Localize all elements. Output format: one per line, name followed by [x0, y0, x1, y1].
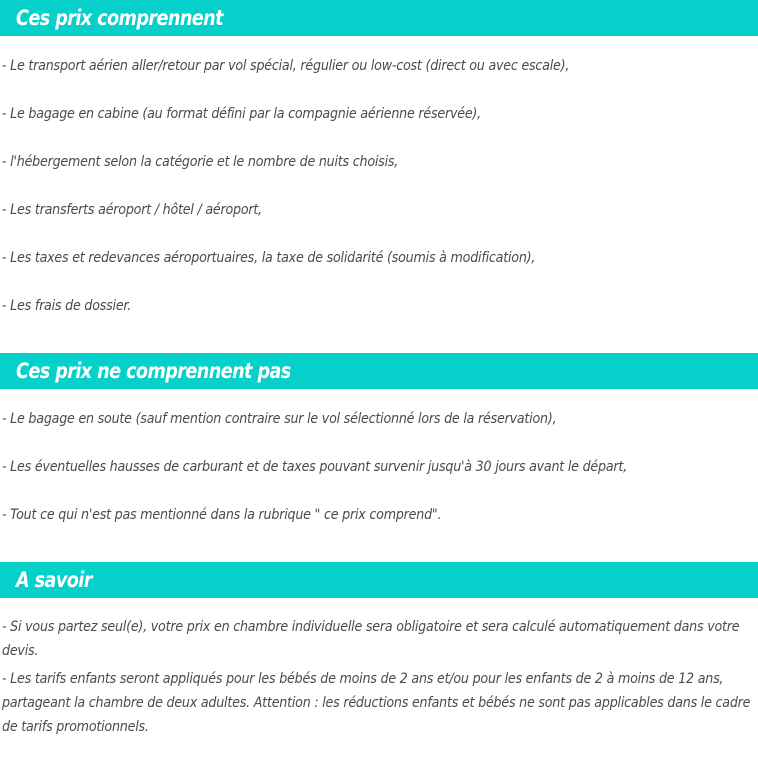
list-item: - Le transport aérien aller/retour par vol spécial, régulier ou low-cost (direct ou avec escale),: [2, 58, 570, 74]
spacer: [0, 598, 758, 615]
list-item: - Le bagage en cabine (au format défini par la compagnie aérienne réservée),: [2, 106, 481, 122]
list-item: - Tout ce qui n'est pas mentionné dans la rubrique " ce prix comprend".: [2, 507, 442, 523]
section-header-not-included: [0, 353, 758, 389]
section-title-not-included: Ces prix ne comprennent pas: [16, 358, 291, 383]
spacer: [0, 389, 758, 410]
list-item: - Les éventuelles hausses de carburant et de taxes pouvant survenir jusqu'à 30 jours avant le départ,: [2, 459, 627, 475]
section-body-good-to-know: [0, 615, 758, 739]
paragraph: - Si vous partez seul(e), votre prix en chambre individuelle sera obligatoire et sera calculé automatiquement dans votre devis.: [2, 619, 740, 659]
list-item: - Les taxes et redevances aéroportuaires, la taxe de solidarité (soumis à modification),: [2, 250, 536, 266]
spacer: [0, 316, 758, 353]
section-title-good-to-know: A savoir: [16, 567, 92, 592]
section-body-not-included: [0, 410, 758, 525]
section-body-included: [0, 57, 758, 316]
list-item: - Les transferts aéroport / hôtel / aéroport,: [2, 202, 262, 218]
list-item: - l'hébergement selon la catégorie et le nombre de nuits choisis,: [2, 154, 399, 170]
spacer: [0, 36, 758, 57]
spacer: [0, 525, 758, 562]
section-title-included: Ces prix comprennent: [16, 5, 224, 30]
section-header-good-to-know: [0, 562, 758, 598]
list-item: - Les frais de dossier.: [2, 298, 132, 314]
section-header-included: [0, 0, 758, 36]
paragraph: - Les tarifs enfants seront appliqués pour les bébés de moins de 2 ans et/ou pour les enfants de 2 à moins de 12 ans, partageant la chambre de deux adultes. Attention : les réductions enfants et bébés ne sont pas applicables dans le cadre de tarifs promotionnels.: [2, 671, 751, 735]
list-item: - Le bagage en soute (sauf mention contraire sur le vol sélectionné lors de la réservation),: [2, 411, 557, 427]
